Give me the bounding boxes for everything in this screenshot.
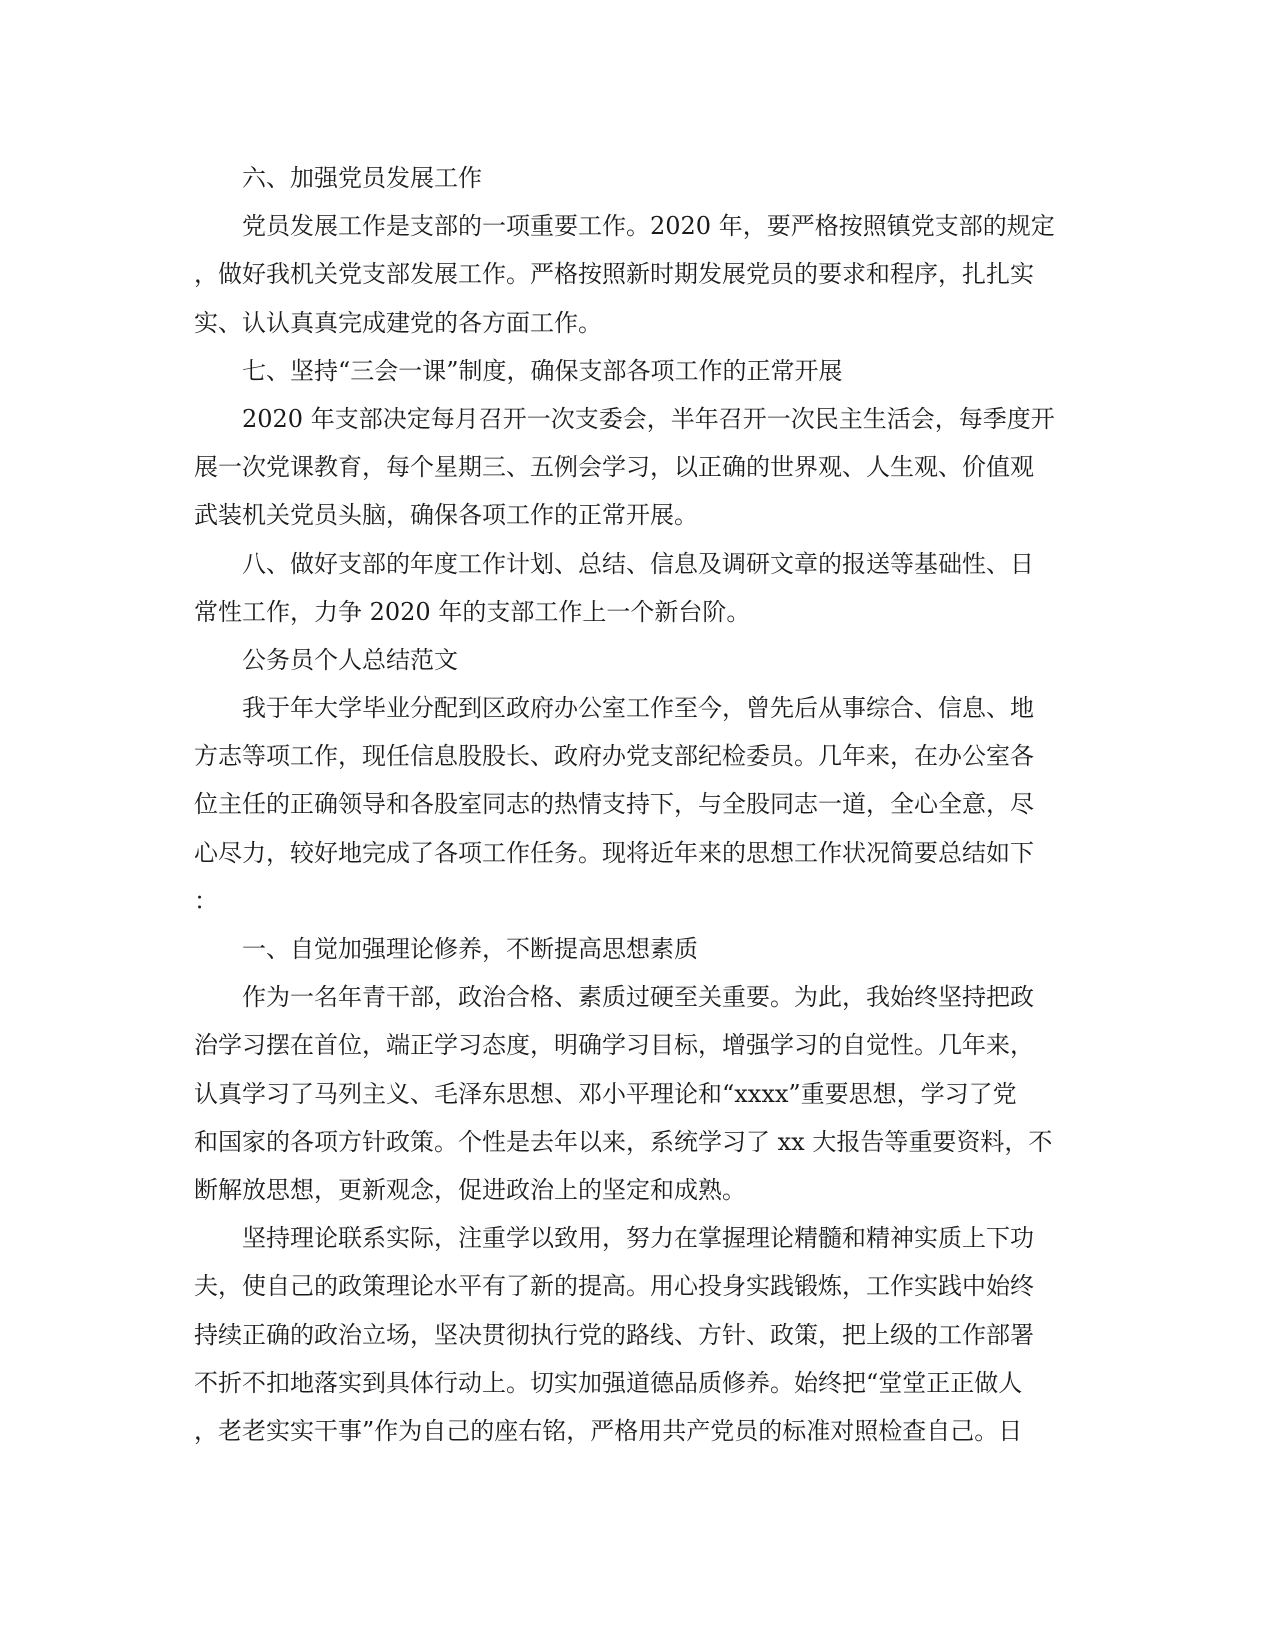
paragraph-line: 方志等项工作，现任信息股股长、政府办党支部纪检委员。几年来，在办公室各 — [194, 742, 1034, 771]
paragraph-line: 武装机关党员头脑，确保各项工作的正常开展。 — [194, 501, 698, 530]
section-heading-8: 八、做好支部的年度工作计划、总结、信息及调研文章的报送等基础性、日 — [242, 549, 1034, 578]
paragraph-line: ，做好我机关党支部发展工作。严格按照新时期发展党员的要求和程序，扎扎实 — [194, 260, 1034, 289]
paragraph-line: 认真学习了马列主义、毛泽东思想、邓小平理论和“xxxx”重要思想，学习了党 — [194, 1079, 1017, 1108]
paragraph-line: 持续正确的政治立场，坚决贯彻执行党的路线、方针、政策，把上级的工作部署 — [194, 1320, 1034, 1349]
paragraph-line: 我于年大学毕业分配到区政府办公室工作至今，曾先后从事综合、信息、地 — [242, 694, 1034, 723]
section-heading-1: 一、自觉加强理论修养，不断提高思想素质 — [242, 935, 698, 963]
paragraph-line: 展一次党课教育，每个星期三、五例会学习，以正确的世界观、人生观、价值观 — [194, 453, 1034, 482]
section-heading-7: 七、坚持“三会一课”制度，确保支部各项工作的正常开展 — [242, 356, 843, 385]
paragraph-line: 作为一名年青干部，政治合格、素质过硬至关重要。为此，我始终坚持把政 — [242, 983, 1034, 1012]
paragraph-line: 心尽力，较好地完成了各项工作任务。现将近年来的思想工作状况简要总结如下 — [194, 838, 1034, 867]
paragraph-line: ，老老实实干事”作为自己的座右铭，严格用共产党员的标准对照检查自己。日 — [194, 1416, 1023, 1445]
paragraph-line: 党员发展工作是支部的一项重要工作。2020 年，要严格按照镇党支部的规定 — [242, 212, 1055, 241]
paragraph-line: 治学习摆在首位，端正学习态度，明确学习目标，增强学习的自觉性。几年来， — [194, 1031, 1034, 1060]
paragraph-line: 坚持理论联系实际，注重学以致用，努力在掌握理论精髓和精神实质上下功 — [242, 1224, 1034, 1253]
paragraph-line: 夫，使自己的政策理论水平有了新的提高。用心投身实践锻炼，工作实践中始终 — [194, 1272, 1034, 1301]
paragraph-line: 和国家的各项方针政策。个性是去年以来，系统学习了 xx 大报告等重要资料，不 — [194, 1127, 1053, 1156]
paragraph-line: ： — [194, 886, 218, 915]
paragraph-line: 常性工作，力争 2020 年的支部工作上一个新台阶。 — [194, 597, 751, 626]
paragraph-line: 位主任的正确领导和各股室同志的热情支持下，与全股同志一道，全心全意，尽 — [194, 790, 1034, 819]
paragraph-line: 实、认认真真完成建党的各方面工作。 — [194, 308, 602, 337]
document-body — [194, 154, 1084, 1455]
paragraph-line: 断解放思想，更新观念，促进政治上的坚定和成熟。 — [194, 1175, 746, 1204]
paragraph-line: 不折不扣地落实到具体行动上。切实加强道德品质修养。始终把“堂堂正正做人 — [194, 1368, 1023, 1397]
section-heading-6: 六、加强党员发展工作 — [242, 164, 482, 192]
article-title: 公务员个人总结范文 — [242, 645, 458, 674]
paragraph-line: 2020 年支部决定每月召开一次支委会，半年召开一次民主生活会，每季度开 — [242, 404, 1055, 433]
